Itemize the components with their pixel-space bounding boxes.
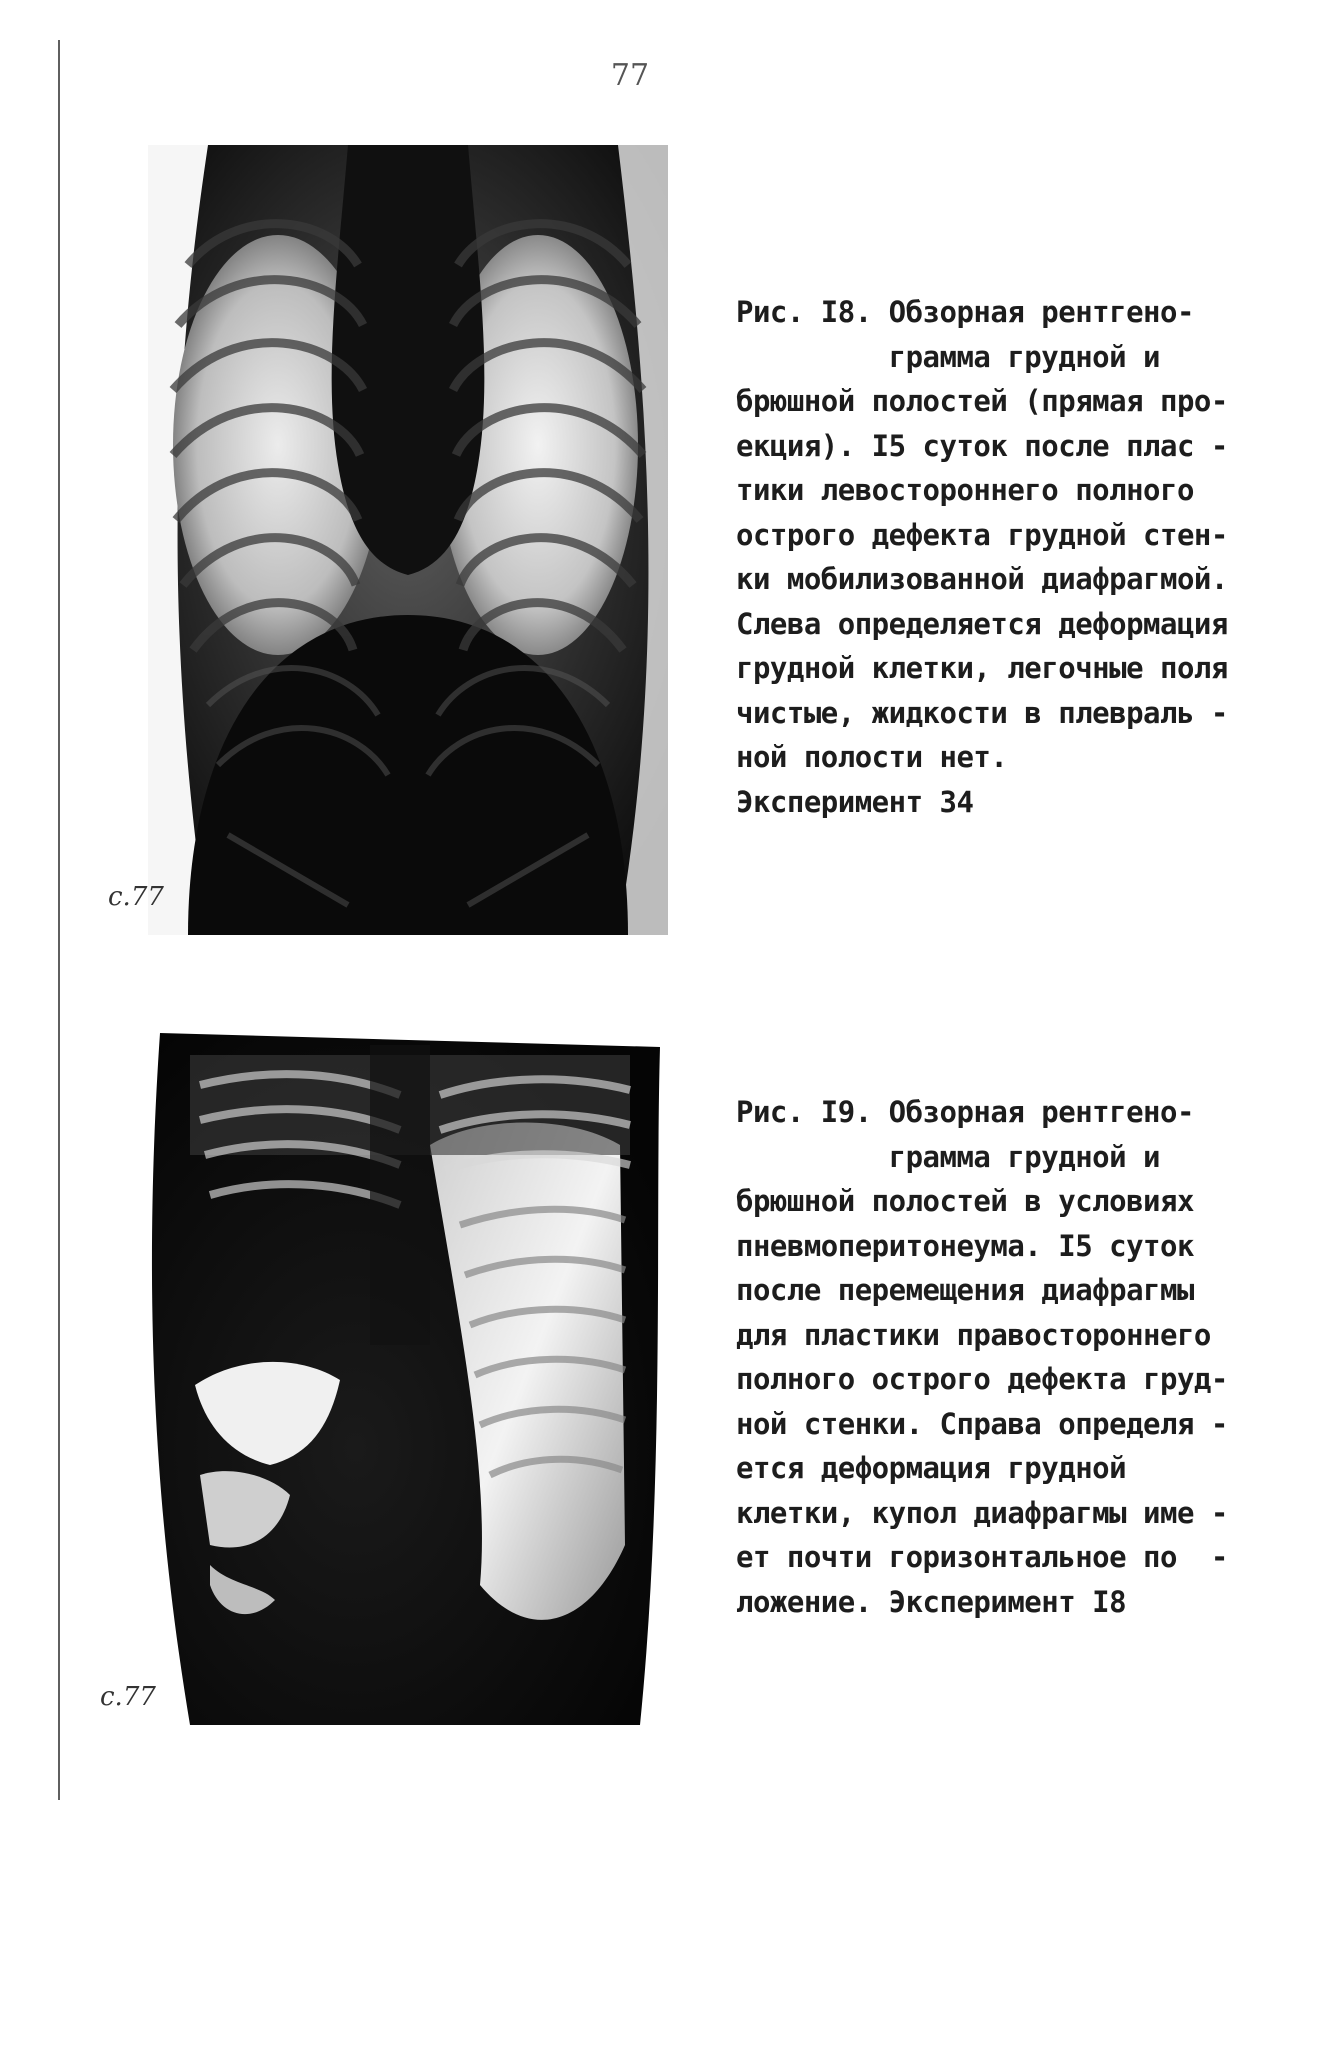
- caption-line: чистые, жидкости в плевраль -: [736, 695, 1228, 730]
- caption-line: екция). I5 суток после плас -: [736, 428, 1228, 463]
- caption-line: полного острого дефекта груд-: [736, 1362, 1228, 1396]
- caption-line: Рис. I8. Обзорная рентгено-: [736, 295, 1194, 329]
- handwritten-page-mark: c.77: [100, 1682, 156, 1712]
- caption-line: пневмоперитонеума. I5 суток: [736, 1228, 1194, 1263]
- caption-line: ки мобилизованной диафрагмой.: [736, 562, 1228, 596]
- caption-line: Эксперимент 34: [736, 784, 974, 819]
- caption-line: Слева определяется деформация: [736, 606, 1228, 641]
- caption-line: грудной клетки, легочные поля: [736, 651, 1228, 685]
- caption-line: для пластики правостороннего: [736, 1317, 1211, 1352]
- caption-line: брюшной полостей в условиях: [736, 1184, 1194, 1218]
- caption-line: ложение. Эксперимент I8: [736, 1584, 1127, 1619]
- caption-line: ной полости нет.: [736, 740, 1008, 774]
- figure-18-caption: [736, 290, 1228, 824]
- caption-line: клетки, купол диафрагмы име -: [736, 1495, 1228, 1530]
- caption-line: Рис. I9. Обзорная рентгено-: [736, 1095, 1194, 1129]
- page-number: 77: [610, 58, 650, 93]
- caption-line: после перемещения диафрагмы: [736, 1273, 1194, 1307]
- caption-line: брюшной полостей (прямая про-: [736, 384, 1228, 418]
- xray-figure-19: [100, 1025, 720, 1725]
- caption-line: ной стенки. Справа определя -: [736, 1406, 1228, 1441]
- left-margin-line: [58, 40, 60, 1800]
- caption-line: острого дефекта грудной стен-: [736, 517, 1228, 552]
- caption-line: грамма грудной и: [736, 1139, 1160, 1174]
- caption-line: тики левостороннего полного: [736, 473, 1194, 507]
- xray-figure-18: [148, 145, 668, 935]
- caption-line: грамма грудной и: [736, 339, 1160, 374]
- figure-19-caption: [736, 1090, 1228, 1624]
- handwritten-page-mark: c.77: [108, 882, 164, 912]
- caption-line: ется деформация грудной: [736, 1451, 1127, 1485]
- caption-line: ет почти горизонтальное по -: [736, 1540, 1228, 1574]
